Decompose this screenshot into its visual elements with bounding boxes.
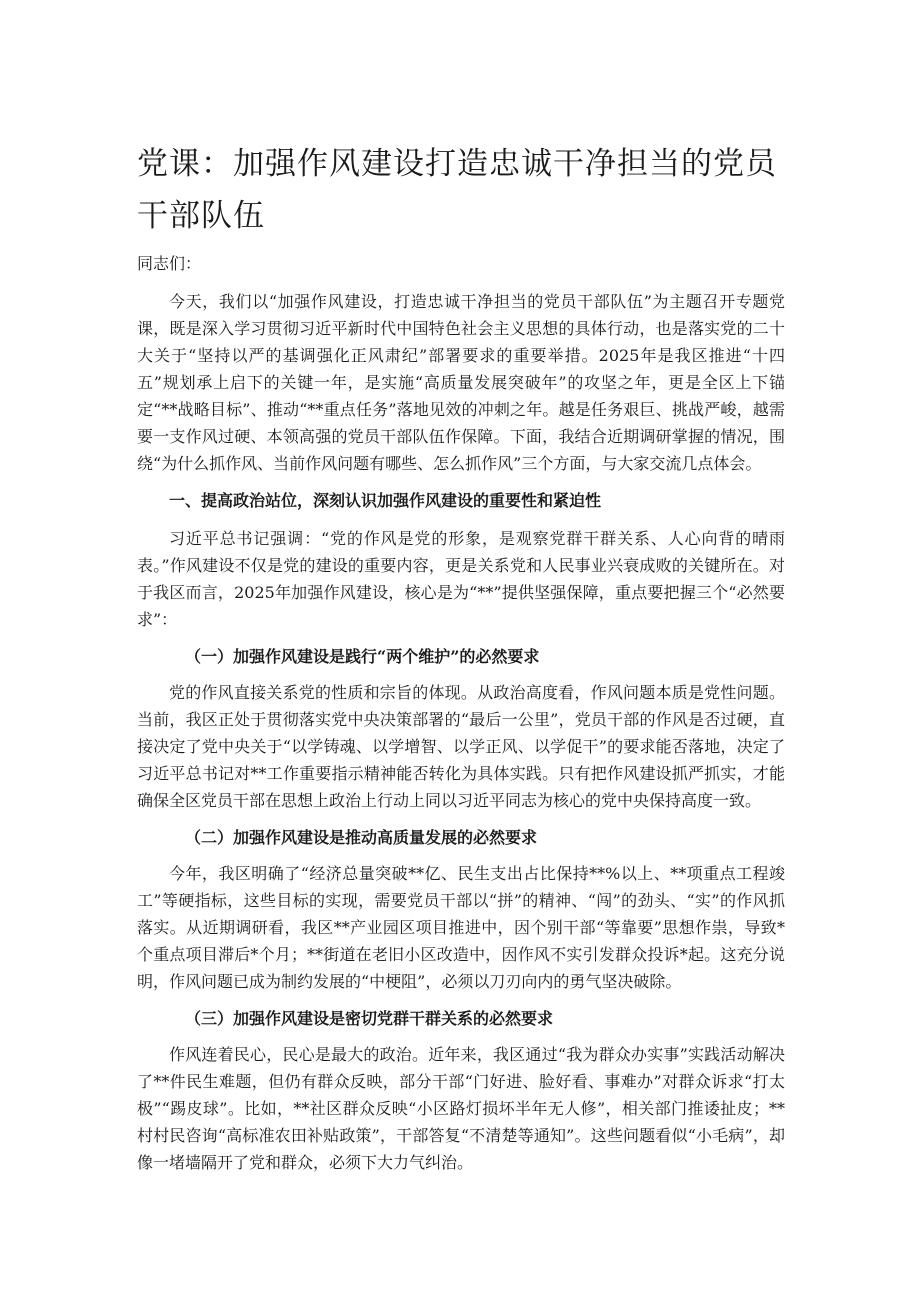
subsection-3-heading: （三）加强作风建设是密切党群干群关系的必然要求 xyxy=(185,1009,554,1028)
document-title: 党课：加强作风建设打造忠诚干净担当的党员干部队伍 xyxy=(137,146,777,234)
subsection-3-paragraph: 作风连着民心，民心是最大的政治。近年来，我区通过“我为群众办实事”实践活动解决了**件民生难题，但仍有群众反映，部分干部“门好进、脸好看、事难办”对群众诉求“打太极”“踢皮球”。比如，**社区群众反映“小区路灯损坏半年无人修”，相关部门推诿扯皮；**村村民咨询“高标准农田补贴政策”，干部答复“不清楚等通知”。这些问题看似“小毛病”，却像一堵墙隔开了党和群众，必须下大力气纠治。 xyxy=(137,1045,785,1172)
subsection-2-paragraph: 今年，我区明确了“经济总量突破**亿、民生支出占比保持**%以上、**项重点工程竣工”等硬指标，这些目标的实现，需要党员干部以“拼”的精神、“闯”的劲头、“实”的作风抓落实。从近期调研看，我区**产业园区项目推进中，因个别干部“等靠要”思想作祟，导致*个重点项目滞后*个月；**街道在老旧小区改造中，因作风不实引发群众投诉*起。这充分说明，作风问题已成为制约发展的“中梗阻”，必须以刀刃向内的勇气坚决破除。 xyxy=(137,864,785,991)
subsection-1-paragraph: 党的作风直接关系党的性质和宗旨的体现。从政治高度看，作风问题本质是党性问题。当前，我区正处于贯彻落实党中央决策部署的“最后一公里”，党员干部的作风是否过硬，直接决定了党中央关于“以学铸魂、以学增智、以学正风、以学促干”的要求能否落地，决定了习近平总书记对**工作重要指示精神能否转化为具体实践。只有把作风建设抓严抓实，才能确保全区党员干部在思想上政治上行动上同以习近平同志为核心的党中央保持高度一致。 xyxy=(137,683,785,810)
intro-paragraph: 今天，我们以“加强作风建设，打造忠诚干净担当的党员干部队伍”为主题召开专题党课，既是深入学习贯彻习近平新时代中国特色社会主义思想的具体行动，也是落实党的二十大关于“坚持以严的基调强化正风肃纪”部署要求的重要举措。2025年是我区推进“十四五”规划承上启下的关键一年，是实施“高质量发展突破年”的攻坚之年，更是全区上下锚定“**战略目标”、推动“**重点任务”落地见效的冲刺之年。越是任务艰巨、挑战严峻，越需要一支作风过硬、本领高强的党员干部队伍作保障。下面，我结合近期调研掌握的情况，围绕“为什么抓作风、当前作风问题有哪些、怎么抓作风”三个方面，与大家交流几点体会。 xyxy=(137,292,785,473)
subsection-2-heading: （二）加强作风建设是推动高质量发展的必然要求 xyxy=(185,828,538,847)
subsection-1-heading: （一）加强作风建设是践行“两个维护”的必然要求 xyxy=(185,647,540,666)
section-1-paragraph: 习近平总书记强调：“党的作风是党的形象，是观察党群干群关系、人心向背的晴雨表。”作风建设不仅是党的建设的重要内容，更是关系党和人民事业兴衰成败的关键所在。对于我区而言，2025年加强作风建设，核心是为“**”提供坚强保障，重点要把握三个“必然要求”： xyxy=(137,529,785,629)
section-1-heading: 一、提高政治站位，深刻认识加强作风建设的重要性和紧迫性 xyxy=(169,491,602,510)
salutation: 同志们： xyxy=(137,254,202,273)
document-page xyxy=(137,138,785,1186)
